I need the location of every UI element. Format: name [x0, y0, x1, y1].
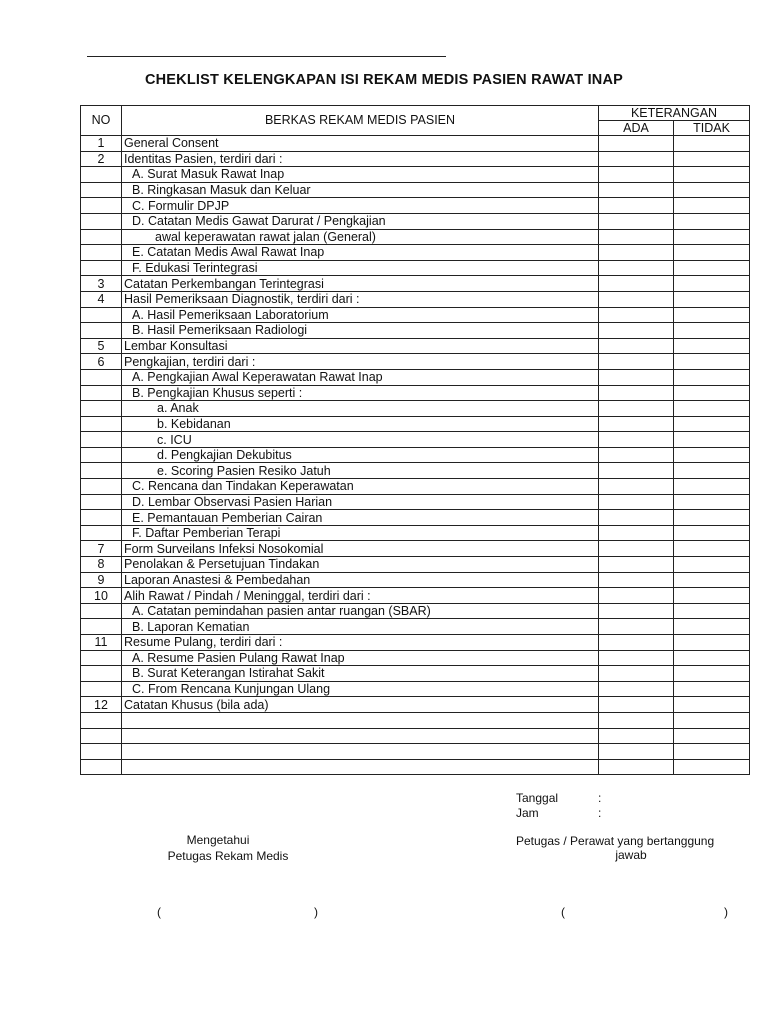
row-number [81, 744, 122, 760]
signature-right-close-paren: ) [724, 905, 728, 919]
ada-checkbox-cell[interactable] [599, 463, 674, 479]
top-rule-line [87, 56, 446, 57]
row-item-label: C. Formulir DPJP [122, 198, 599, 214]
signature-left-open-paren: ( [157, 905, 161, 919]
signature-right-open-paren: ( [561, 905, 565, 919]
row-number [81, 494, 122, 510]
row-number [81, 198, 122, 214]
row-item-label: e. Scoring Pasien Resiko Jatuh [122, 463, 599, 479]
row-number [81, 712, 122, 728]
row-number [81, 182, 122, 198]
ada-checkbox-cell[interactable] [599, 510, 674, 526]
table-row [81, 198, 750, 214]
table-row [81, 681, 750, 697]
table-row [81, 588, 750, 604]
table-row [81, 712, 750, 728]
row-item-label: B. Laporan Kematian [122, 619, 599, 635]
row-number [81, 260, 122, 276]
table-header-row [81, 106, 750, 121]
tidak-checkbox-cell[interactable] [674, 728, 750, 744]
row-item-label: E. Catatan Medis Awal Rawat Inap [122, 245, 599, 261]
tidak-checkbox-cell[interactable] [674, 588, 750, 604]
tidak-checkbox-cell[interactable] [674, 416, 750, 432]
tidak-checkbox-cell[interactable] [674, 635, 750, 651]
tidak-checkbox-cell[interactable] [674, 229, 750, 245]
tidak-checkbox-cell[interactable] [674, 323, 750, 339]
ada-checkbox-cell[interactable] [599, 494, 674, 510]
tidak-checkbox-cell[interactable] [674, 198, 750, 214]
row-number: 12 [81, 697, 122, 713]
table-row [81, 229, 750, 245]
jam-colon: : [598, 806, 602, 820]
row-item-label: F. Daftar Pemberian Terapi [122, 525, 599, 541]
ada-checkbox-cell[interactable] [599, 338, 674, 354]
row-item-label: Identitas Pasien, terdiri dari : [122, 151, 599, 167]
ada-checkbox-cell[interactable] [599, 681, 674, 697]
header-no: NO [81, 106, 122, 136]
row-number [81, 463, 122, 479]
header-ada: ADA [599, 121, 674, 136]
row-number: 11 [81, 635, 122, 651]
row-number: 2 [81, 151, 122, 167]
table-row [81, 744, 750, 760]
row-number [81, 229, 122, 245]
row-item-label: Resume Pulang, terdiri dari : [122, 635, 599, 651]
table-row [81, 213, 750, 229]
ada-checkbox-cell[interactable] [599, 401, 674, 417]
table-row [81, 650, 750, 666]
ada-checkbox-cell[interactable] [599, 229, 674, 245]
tidak-checkbox-cell[interactable] [674, 650, 750, 666]
mengetahui-label: Mengetahui [186, 833, 250, 847]
row-item-label: C. From Rencana Kunjungan Ulang [122, 681, 599, 697]
tidak-checkbox-cell[interactable] [674, 479, 750, 495]
table-row [81, 759, 750, 775]
row-number [81, 416, 122, 432]
tidak-checkbox-cell[interactable] [674, 557, 750, 573]
row-number [81, 432, 122, 448]
row-number [81, 323, 122, 339]
tidak-checkbox-cell[interactable] [674, 541, 750, 557]
row-number: 1 [81, 136, 122, 152]
tidak-checkbox-cell[interactable] [674, 759, 750, 775]
row-number [81, 650, 122, 666]
table-row [81, 697, 750, 713]
table-row [81, 416, 750, 432]
ada-checkbox-cell[interactable] [599, 650, 674, 666]
row-item-label: B. Ringkasan Masuk dan Keluar [122, 182, 599, 198]
row-number: 4 [81, 291, 122, 307]
tidak-checkbox-cell[interactable] [674, 697, 750, 713]
tidak-checkbox-cell[interactable] [674, 432, 750, 448]
row-number [81, 479, 122, 495]
table-row [81, 369, 750, 385]
tidak-checkbox-cell[interactable] [674, 510, 750, 526]
table-row [81, 260, 750, 276]
table-row [81, 635, 750, 651]
ada-checkbox-cell[interactable] [599, 354, 674, 370]
row-item-label: A. Resume Pasien Pulang Rawat Inap [122, 650, 599, 666]
table-row [81, 291, 750, 307]
tidak-checkbox-cell[interactable] [674, 291, 750, 307]
row-item-label [122, 744, 599, 760]
header-keterangan: KETERANGAN [599, 106, 750, 121]
ada-checkbox-cell[interactable] [599, 619, 674, 635]
row-item-label: Penolakan & Persetujuan Tindakan [122, 557, 599, 573]
tidak-checkbox-cell[interactable] [674, 182, 750, 198]
ada-checkbox-cell[interactable] [599, 635, 674, 651]
tanggal-label: Tanggal [516, 791, 559, 805]
ada-checkbox-cell[interactable] [599, 136, 674, 152]
row-number: 10 [81, 588, 122, 604]
ada-checkbox-cell[interactable] [599, 245, 674, 261]
row-number [81, 447, 122, 463]
row-number: 8 [81, 557, 122, 573]
table-row [81, 432, 750, 448]
table-row [81, 151, 750, 167]
row-item-label: A. Pengkajian Awal Keperawatan Rawat Inap [122, 369, 599, 385]
tidak-checkbox-cell[interactable] [674, 369, 750, 385]
row-item-label: B. Hasil Pemeriksaan Radiologi [122, 323, 599, 339]
tidak-checkbox-cell[interactable] [674, 307, 750, 323]
row-item-label: D. Catatan Medis Gawat Darurat / Pengkajian [122, 213, 599, 229]
table-row [81, 338, 750, 354]
row-number [81, 525, 122, 541]
row-number: 3 [81, 276, 122, 292]
row-item-label [122, 712, 599, 728]
tanggal-colon: : [598, 791, 602, 805]
ada-checkbox-cell[interactable] [599, 447, 674, 463]
ada-checkbox-cell[interactable] [599, 557, 674, 573]
table-row [81, 525, 750, 541]
tidak-checkbox-cell[interactable] [674, 712, 750, 728]
row-item-label: F. Edukasi Terintegrasi [122, 260, 599, 276]
tidak-checkbox-cell[interactable] [674, 619, 750, 635]
tidak-checkbox-cell[interactable] [674, 385, 750, 401]
row-item-label: B. Pengkajian Khusus seperti : [122, 385, 599, 401]
row-item-label [122, 759, 599, 775]
row-item-label: d. Pengkajian Dekubitus [122, 447, 599, 463]
table-row [81, 401, 750, 417]
table-row [81, 494, 750, 510]
table-row [81, 603, 750, 619]
tidak-checkbox-cell[interactable] [674, 603, 750, 619]
ada-checkbox-cell[interactable] [599, 307, 674, 323]
row-item-label: E. Pemantauan Pemberian Cairan [122, 510, 599, 526]
table-row [81, 463, 750, 479]
petugas-rekam-medis-label: Petugas Rekam Medis [167, 849, 289, 863]
ada-checkbox-cell[interactable] [599, 416, 674, 432]
row-item-label: A. Surat Masuk Rawat Inap [122, 167, 599, 183]
row-number [81, 385, 122, 401]
row-item-label: C. Rencana dan Tindakan Keperawatan [122, 479, 599, 495]
tidak-checkbox-cell[interactable] [674, 245, 750, 261]
row-number [81, 213, 122, 229]
row-number: 7 [81, 541, 122, 557]
header-tidak: TIDAK [674, 121, 750, 136]
row-item-label [122, 728, 599, 744]
row-item-label: Form Surveilans Infeksi Nosokomial [122, 541, 599, 557]
row-number [81, 728, 122, 744]
tidak-checkbox-cell[interactable] [674, 354, 750, 370]
row-item-label: Alih Rawat / Pindah / Meninggal, terdiri dari : [122, 588, 599, 604]
ada-checkbox-cell[interactable] [599, 712, 674, 728]
page-title: CHEKLIST KELENGKAPAN ISI REKAM MEDIS PASIEN RAWAT INAP [144, 72, 624, 88]
tidak-checkbox-cell[interactable] [674, 463, 750, 479]
header-berkas: BERKAS REKAM MEDIS PASIEN [122, 106, 599, 136]
table-row [81, 557, 750, 573]
ada-checkbox-cell[interactable] [599, 432, 674, 448]
tidak-checkbox-cell[interactable] [674, 666, 750, 682]
row-item-label: General Consent [122, 136, 599, 152]
row-item-label: A. Catatan pemindahan pasien antar ruangan (SBAR) [122, 603, 599, 619]
row-item-label: Laporan Anastesi & Pembedahan [122, 572, 599, 588]
tidak-checkbox-cell[interactable] [674, 525, 750, 541]
ada-checkbox-cell[interactable] [599, 291, 674, 307]
table-row [81, 666, 750, 682]
table-row [81, 136, 750, 152]
table-row [81, 572, 750, 588]
tidak-checkbox-cell[interactable] [674, 494, 750, 510]
ada-checkbox-cell[interactable] [599, 728, 674, 744]
table-row [81, 479, 750, 495]
row-item-label: B. Surat Keterangan Istirahat Sakit [122, 666, 599, 682]
row-item-label: D. Lembar Observasi Pasien Harian [122, 494, 599, 510]
petugas-perawat-label-cont: jawab [615, 848, 647, 862]
ada-checkbox-cell[interactable] [599, 603, 674, 619]
ada-checkbox-cell[interactable] [599, 588, 674, 604]
row-item-label: c. ICU [122, 432, 599, 448]
row-number [81, 619, 122, 635]
petugas-perawat-label: Petugas / Perawat yang bertanggung [516, 834, 715, 848]
row-item-label: Lembar Konsultasi [122, 338, 599, 354]
ada-checkbox-cell[interactable] [599, 385, 674, 401]
row-number [81, 307, 122, 323]
row-number [81, 167, 122, 183]
row-item-label: a. Anak [122, 401, 599, 417]
table-row [81, 447, 750, 463]
table-row [81, 276, 750, 292]
row-number: 5 [81, 338, 122, 354]
tidak-checkbox-cell[interactable] [674, 338, 750, 354]
row-item-label: awal keperawatan rawat jalan (General) [122, 229, 599, 245]
table-row [81, 385, 750, 401]
ada-checkbox-cell[interactable] [599, 182, 674, 198]
tidak-checkbox-cell[interactable] [674, 276, 750, 292]
tidak-checkbox-cell[interactable] [674, 401, 750, 417]
ada-checkbox-cell[interactable] [599, 260, 674, 276]
ada-checkbox-cell[interactable] [599, 276, 674, 292]
ada-checkbox-cell[interactable] [599, 759, 674, 775]
ada-checkbox-cell[interactable] [599, 323, 674, 339]
row-item-label: b. Kebidanan [122, 416, 599, 432]
ada-checkbox-cell[interactable] [599, 369, 674, 385]
tidak-checkbox-cell[interactable] [674, 681, 750, 697]
row-item-label: Catatan Perkembangan Terintegrasi [122, 276, 599, 292]
row-item-label: A. Hasil Pemeriksaan Laboratorium [122, 307, 599, 323]
table-row [81, 307, 750, 323]
table-row [81, 541, 750, 557]
table-row [81, 323, 750, 339]
ada-checkbox-cell[interactable] [599, 666, 674, 682]
ada-checkbox-cell[interactable] [599, 479, 674, 495]
row-number [81, 401, 122, 417]
tidak-checkbox-cell[interactable] [674, 136, 750, 152]
tidak-checkbox-cell[interactable] [674, 572, 750, 588]
jam-label: Jam [516, 806, 539, 820]
table-row [81, 245, 750, 261]
ada-checkbox-cell[interactable] [599, 198, 674, 214]
row-item-label: Pengkajian, terdiri dari : [122, 354, 599, 370]
row-number [81, 245, 122, 261]
ada-checkbox-cell[interactable] [599, 572, 674, 588]
table-row [81, 510, 750, 526]
tidak-checkbox-cell[interactable] [674, 447, 750, 463]
ada-checkbox-cell[interactable] [599, 167, 674, 183]
row-number [81, 681, 122, 697]
ada-checkbox-cell[interactable] [599, 744, 674, 760]
row-number [81, 510, 122, 526]
row-number: 6 [81, 354, 122, 370]
table-row [81, 167, 750, 183]
ada-checkbox-cell[interactable] [599, 213, 674, 229]
table-row [81, 182, 750, 198]
tidak-checkbox-cell[interactable] [674, 213, 750, 229]
tidak-checkbox-cell[interactable] [674, 744, 750, 760]
ada-checkbox-cell[interactable] [599, 697, 674, 713]
row-number [81, 759, 122, 775]
tidak-checkbox-cell[interactable] [674, 167, 750, 183]
checklist-table-body [81, 106, 750, 775]
checklist-table [80, 105, 750, 775]
signature-left-close-paren: ) [314, 905, 318, 919]
tidak-checkbox-cell[interactable] [674, 151, 750, 167]
ada-checkbox-cell[interactable] [599, 525, 674, 541]
row-number [81, 666, 122, 682]
ada-checkbox-cell[interactable] [599, 151, 674, 167]
table-row [81, 728, 750, 744]
row-item-label: Hasil Pemeriksaan Diagnostik, terdiri dari : [122, 291, 599, 307]
ada-checkbox-cell[interactable] [599, 541, 674, 557]
row-number: 9 [81, 572, 122, 588]
tidak-checkbox-cell[interactable] [674, 260, 750, 276]
table-row [81, 354, 750, 370]
row-number [81, 369, 122, 385]
row-item-label: Catatan Khusus (bila ada) [122, 697, 599, 713]
table-row [81, 619, 750, 635]
row-number [81, 603, 122, 619]
